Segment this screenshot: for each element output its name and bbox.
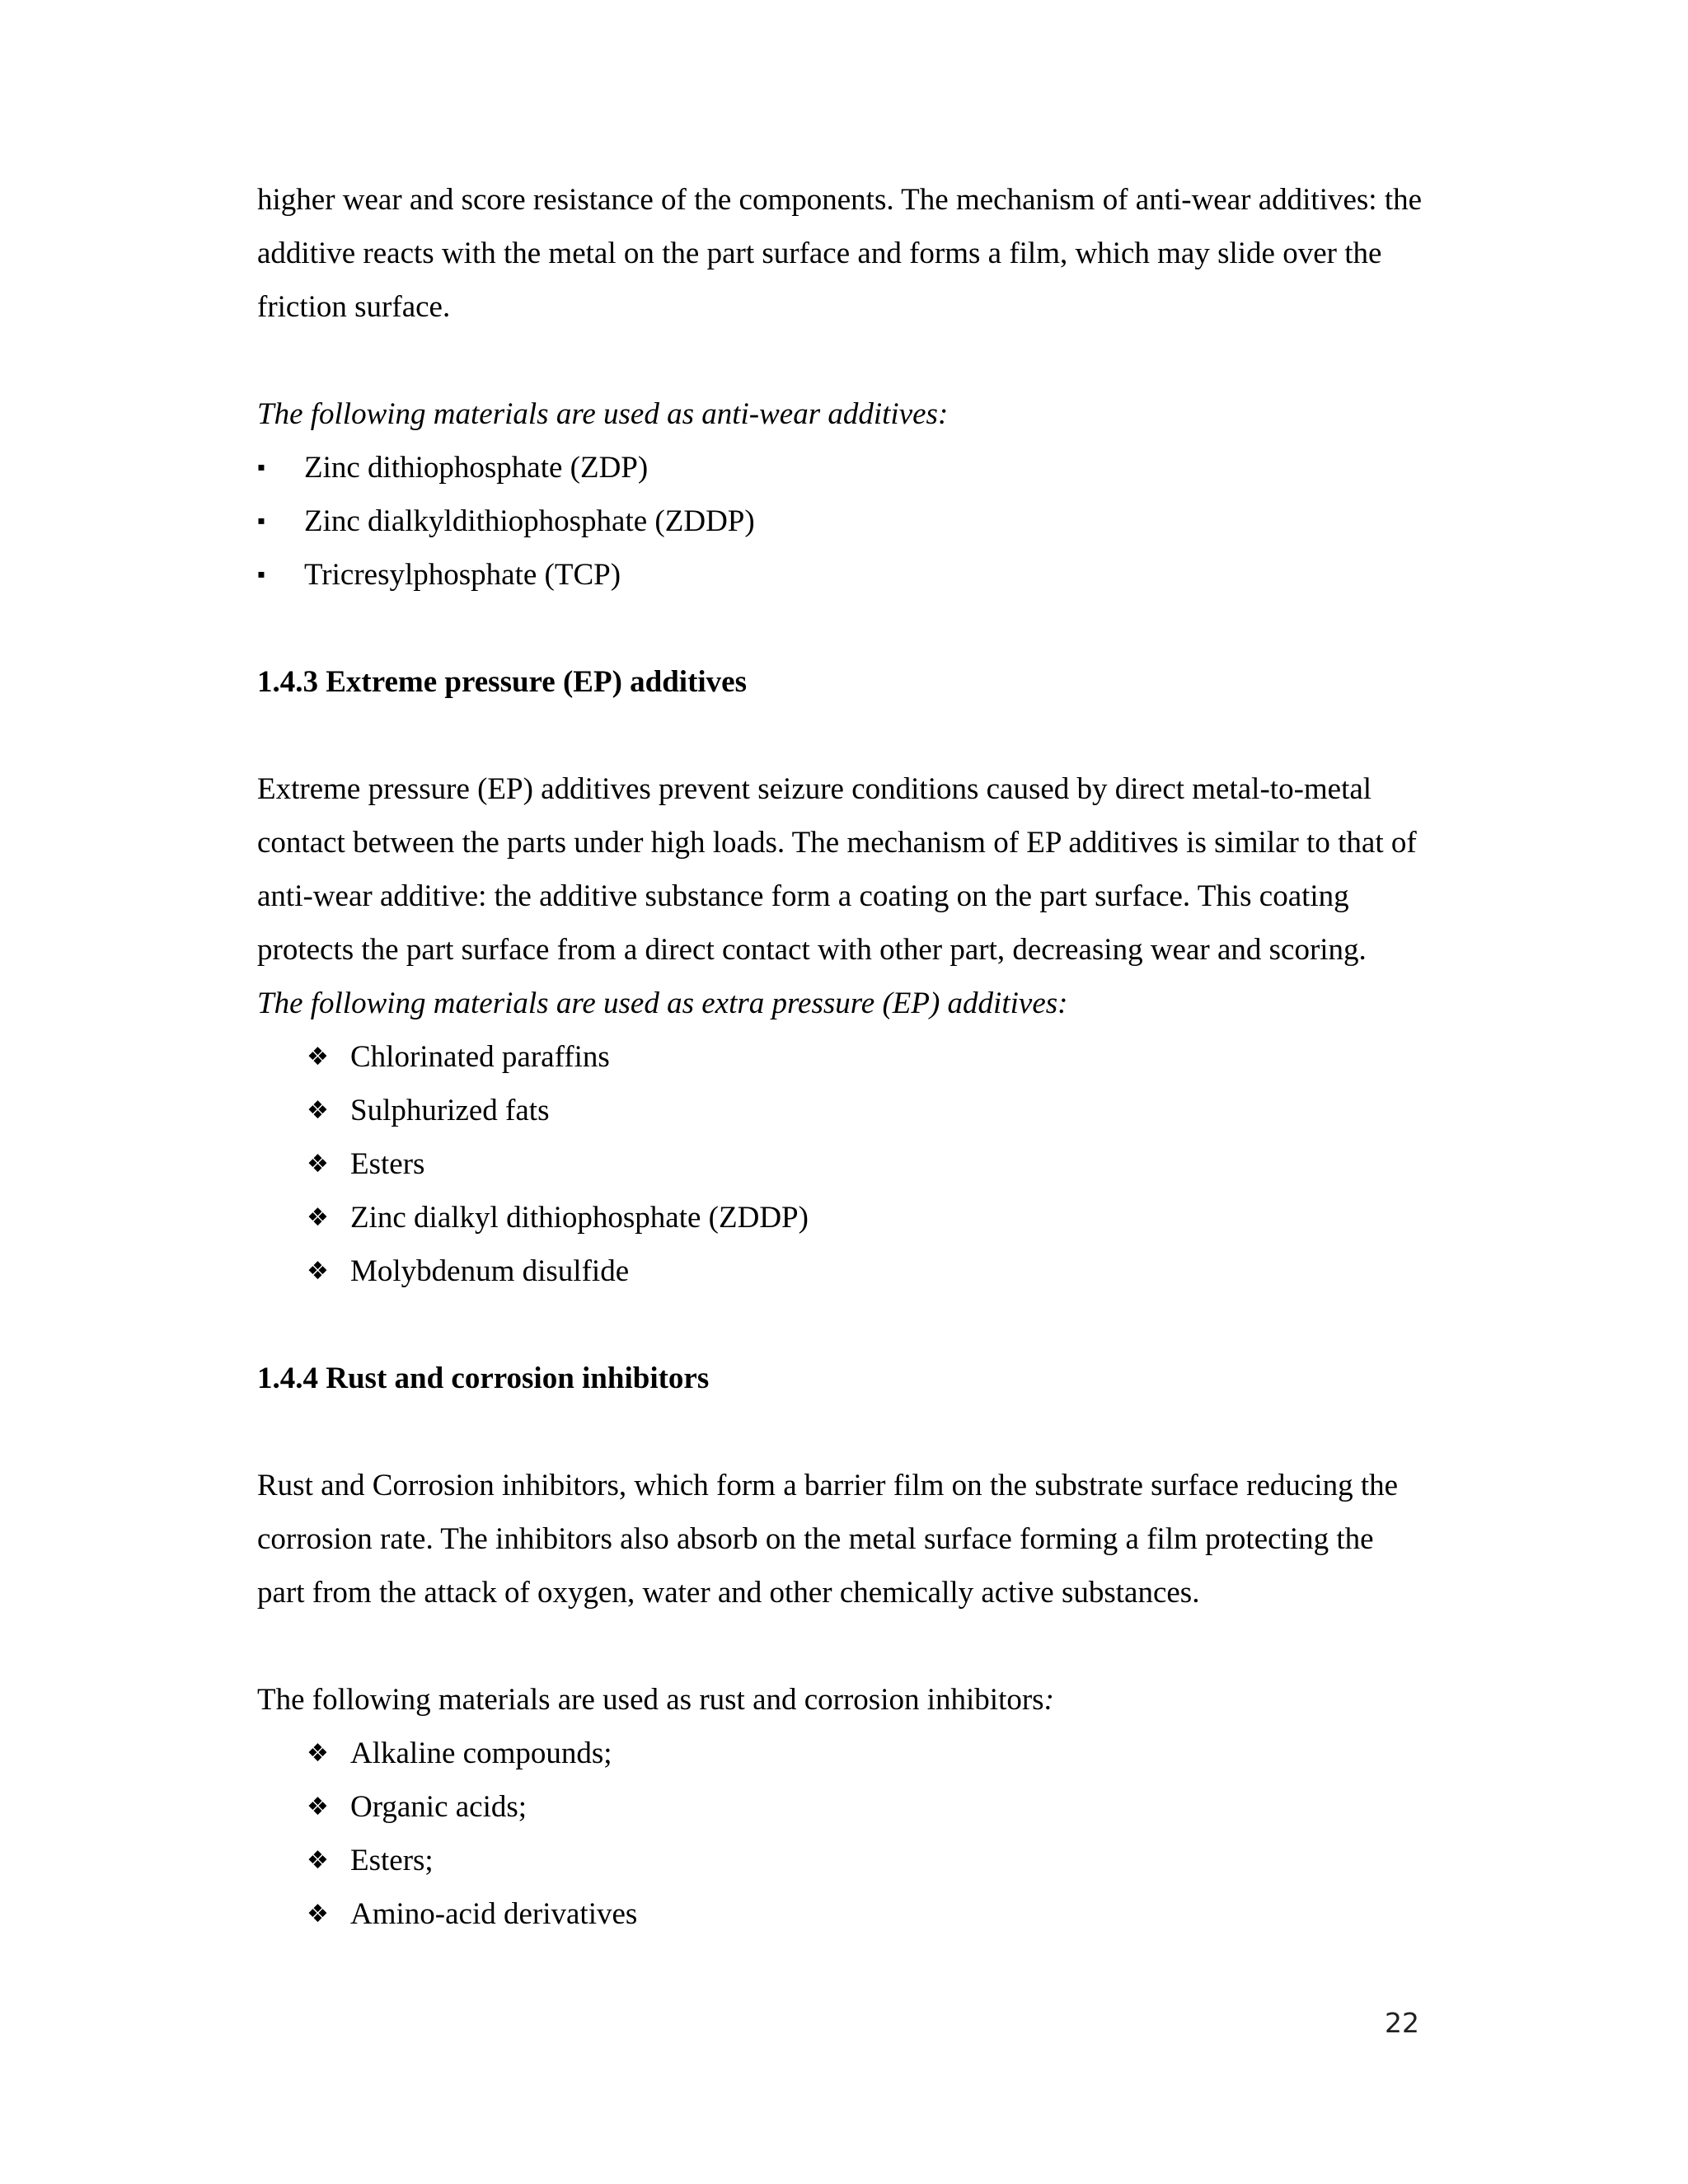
list-item: ❖ Organic acids; [257, 1780, 1428, 1834]
list-item: ❖ Esters [257, 1137, 1428, 1191]
spacer [257, 1405, 1428, 1459]
list-item: ❖ Alkaline compounds; [257, 1727, 1428, 1780]
diamond-bullet-icon: ❖ [307, 1793, 329, 1821]
diamond-bullet-icon: ❖ [307, 1846, 329, 1875]
rust-list-intro: The following materials are used as rust and corrosion inhibitors: [257, 1683, 1054, 1717]
diamond-bullet-icon: ❖ [307, 1257, 329, 1286]
list-item: ❖ Chlorinated paraffins [257, 1030, 1428, 1084]
page-number: 22 [1385, 2007, 1419, 2039]
diamond-bullet-icon: ❖ [307, 1096, 329, 1125]
ep-list [257, 1030, 1428, 1298]
diamond-bullet-icon: ❖ [307, 1739, 329, 1768]
list-item: ▪ Zinc dithiophosphate (ZDP) [257, 441, 1428, 494]
ep-list-intro: The following materials are used as extra pressure (EP) additives: [257, 987, 1068, 1020]
square-bullet-icon: ▪ [257, 562, 265, 588]
anti-wear-list [257, 441, 1428, 602]
ep-section-heading: 1.4.3 Extreme pressure (EP) additives [257, 665, 748, 699]
intro-paragraph: higher wear and score resistance of the components. The mechanism of anti-wear additives: the additive reacts with the metal on the part surface and forms a film, which may slide over the friction surface. [257, 183, 1423, 324]
spacer [257, 602, 1428, 655]
diamond-bullet-icon: ❖ [307, 1043, 329, 1071]
square-bullet-icon: ▪ [257, 509, 265, 534]
list-item: ❖ Zinc dialkyl dithiophosphate (ZDDP) [257, 1191, 1428, 1244]
document-page [257, 173, 1428, 1941]
spacer [257, 334, 1428, 387]
rust-paragraph: Rust and Corrosion inhibitors, which form a barrier film on the substrate surface reducing the corrosion rate. The inhibitors also absorb on the metal surface forming a film protecting the part from the attack of oxygen, water and other chemically active substances. [257, 1469, 1399, 1610]
diamond-bullet-icon: ❖ [307, 1203, 329, 1232]
list-item: ❖ Molybdenum disulfide [257, 1244, 1428, 1298]
rust-section-heading: 1.4.4 Rust and corrosion inhibitors [257, 1361, 710, 1395]
list-item: ❖ Amino-acid derivatives [257, 1887, 1428, 1941]
list-item: ▪ Tricresylphosphate (TCP) [257, 548, 1428, 602]
list-item: ❖ Esters; [257, 1834, 1428, 1887]
spacer [257, 1298, 1428, 1352]
diamond-bullet-icon: ❖ [307, 1900, 329, 1929]
list-item: ▪ Zinc dialkyldithiophosphate (ZDDP) [257, 494, 1428, 548]
square-bullet-icon: ▪ [257, 455, 265, 480]
ep-paragraph: Extreme pressure (EP) additives prevent seizure conditions caused by direct metal-to-metal contact between the parts under high loads. The mechanism of EP additives is similar to that of anti-wear additive: the additive substance form a coating on the part surface. This coating protects the part surface from a direct contact with other part, decreasing wear and scoring. [257, 772, 1417, 967]
rust-list [257, 1727, 1428, 1941]
list-item: ❖ Sulphurized fats [257, 1084, 1428, 1137]
anti-wear-list-intro: The following materials are used as anti-wear additives: [257, 397, 949, 431]
spacer [257, 1619, 1428, 1673]
diamond-bullet-icon: ❖ [307, 1150, 329, 1179]
spacer [257, 709, 1428, 762]
